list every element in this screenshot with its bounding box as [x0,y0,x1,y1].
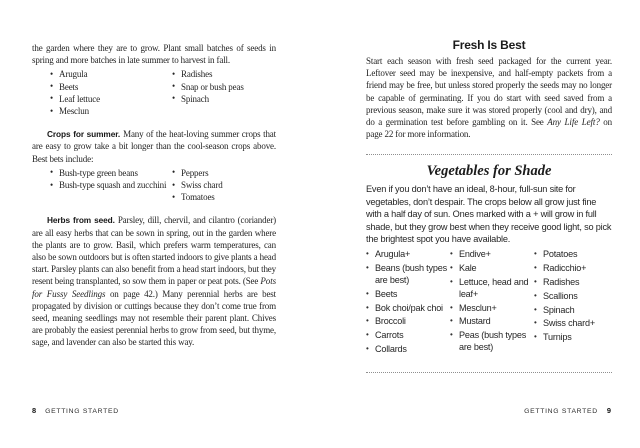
list-item: • Beets [366,289,450,301]
list-item: • Mustard [450,316,534,328]
herbs-body-start: Parsley, dill, chervil, and cilantro (coriander) are all easy herbs that can be sown in spring, out in the garden where the plants are to grow. Basil, which prefers warm temperatures, can also be sown outdoors but is often started indoors to give plants a head start. Parsley plants can also benefit from a head start indoors, but they resent being transplanted, so sow them in paper or peat pots. (See [32,215,277,287]
list-item: • Tomatoes [172,191,276,203]
cool-list-column-1 [50,68,172,117]
list-item: • Kale [450,263,534,275]
herbs-from-seed-paragraph [32,214,276,348]
list-item: • Collards [366,344,450,356]
list-item: • Turnips [534,332,612,344]
summer-crop-list [50,167,276,204]
cross-reference-title: Pots for Fussy Seedlings [32,276,276,299]
list-item: • Broccoli [366,316,450,328]
summer-list-column-2 [172,167,276,204]
list-item: • Radishes [534,277,612,289]
shade-list-column-3 [534,249,612,357]
herbs-body-end: on page 42.) Many perennial herbs are best propagated by division or cuttings because they don’t come true from seed, meaning seedlings may not resemble their parent plant. Chives are probably the easiest perennial herbs to grow from seed, but thyme, sage, and lavender can also be started this way. [32,288,277,348]
crops-for-summer-body: Many of the heat-loving summer crops that are easy to grow take a bit longer than the cool-season crops above. Best bets include: [32,129,277,164]
list-item: • Arugula [50,68,172,80]
list-item: • Scallions [534,291,612,303]
list-item: • Radicchio+ [534,263,612,275]
list-item: • Leaf lettuce [50,93,172,105]
section-label: GETTING STARTED [45,408,119,415]
list-item: • Spinach [172,93,276,105]
list-item: • Beans (bush types are best) [366,263,450,287]
crops-for-summer-paragraph [32,128,276,165]
list-item: • Carrots [366,330,450,342]
list-item: • Potatoes [534,249,612,261]
herbs-from-seed-heading: Herbs from seed. [47,215,115,226]
right-page [366,38,612,373]
fresh-body-start: Start each season with fresh seed packaged for the current year. Leftover seed may be inexpensive, and half-empty packets from a friend may be free, but unless stored properly the seeds may no longer be capable of germinating. If you do start with seed saved from a previous season, make sure it was stored properly (cool and dry), and do a germination test before gambling on it. See [366,56,612,128]
list-item: • Mesclun+ [450,303,534,315]
fresh-is-best-heading: Fresh Is Best [452,38,526,52]
crops-for-summer-heading: Crops for summer. [47,129,121,140]
summer-list-column-1 [50,167,172,204]
shade-intro-paragraph: Even if you don’t have an ideal, 8-hour, full-sun site for vegetables, don’t despair. The crops below all grow just fine with a half day of sun. Ones marked with a + will grow in full shade, but they grow best when they receive good light, so pick the brightest spot you have available. [366,184,612,245]
vegetables-for-shade-heading: Vegetables for Shade [426,163,552,180]
list-item: • Swiss chard [172,179,276,191]
list-item: • Bush-type squash and zucchini [50,179,172,191]
left-page [32,42,276,349]
intro-paragraph: the garden where they are to grow. Plant small batches of seeds in spring and more batches in late summer to harvest in fall. [32,43,276,66]
cross-reference-title: Any Life Left? [547,117,600,128]
list-item: • Beets [50,81,172,93]
list-item: • Arugula+ [366,249,450,261]
list-item: • Mesclun [50,105,172,117]
list-item: • Endive+ [450,249,534,261]
list-item: • Snap or bush peas [172,81,276,93]
list-item: • Bush-type green beans [50,167,172,179]
shade-list-column-1 [366,249,450,357]
list-item: • Peppers [172,167,276,179]
fresh-body-end: on page 22 for more information. [366,117,612,140]
cool-list-column-2 [172,68,276,117]
section-label: GETTING STARTED [524,408,598,415]
dotted-divider [366,154,612,155]
list-item: • Lettuce, head and leaf+ [450,277,534,301]
list-item: • Peas (bush types are best) [450,330,534,354]
list-item: • Radishes [172,68,276,80]
shade-crop-list [366,249,612,357]
fresh-is-best-paragraph [366,55,612,140]
list-item: • Swiss chard+ [534,318,612,330]
shade-list-column-2 [450,249,534,357]
list-item: • Spinach [534,305,612,317]
page-number: 8 [32,406,37,415]
dotted-divider [366,372,612,373]
cool-season-crop-list [50,68,276,117]
left-page-footer [32,406,119,415]
right-page-footer [524,406,611,415]
list-item: • Bok choi/pak choi [366,303,450,315]
page-number: 9 [606,406,611,415]
